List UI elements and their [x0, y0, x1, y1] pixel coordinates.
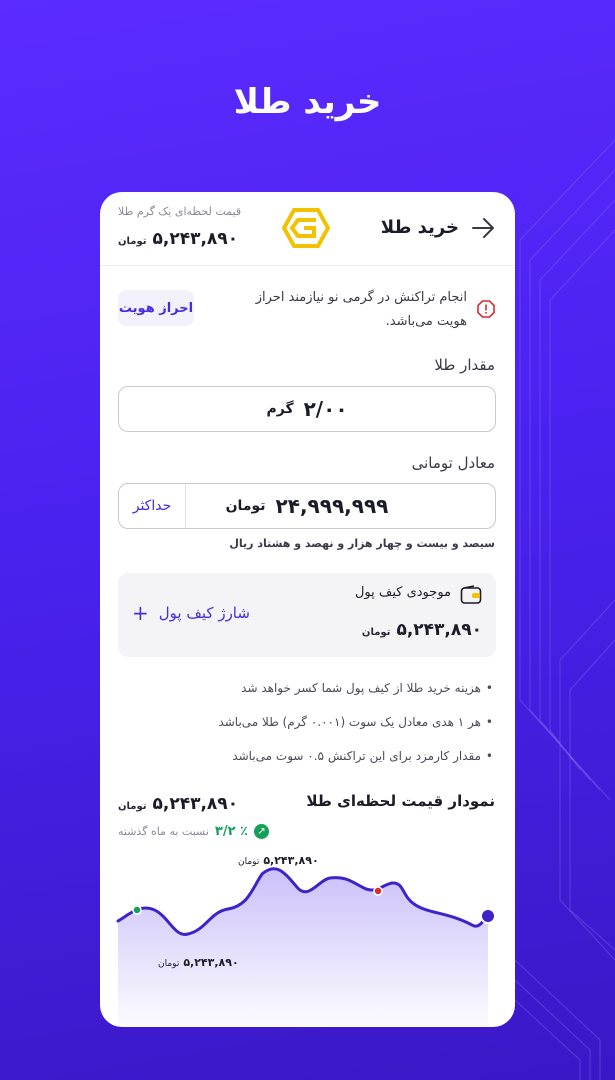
chart-point-start — [133, 906, 141, 914]
gold-amount-label: مقدار طلا — [434, 356, 495, 374]
topup-label: شارژ کیف پول — [158, 604, 250, 622]
trend-up-icon: ↗ — [254, 824, 269, 839]
wallet-panel — [118, 573, 496, 657]
tooltip-unit: تومان — [238, 857, 260, 867]
buy-gold-card — [100, 192, 515, 1027]
gold-amount-value: ۲/۰۰ — [303, 397, 348, 421]
notes-list — [113, 678, 493, 780]
price-unit: تومان — [118, 236, 147, 247]
chart-price — [118, 794, 238, 814]
tooltip-value: ۵,۲۴۳,۸۹۰ — [183, 956, 239, 969]
plus-icon: + — [132, 601, 149, 625]
list-item: • هر ۱ هدی معادل یک سوت (۰.۰۰۱ گرم) طلا می‌باشد — [113, 712, 493, 746]
toman-amount-value: ۲۴,۹۹۹,۹۹۹ — [275, 494, 389, 518]
chart-point-current — [481, 909, 495, 923]
chart-point-peak — [374, 887, 382, 895]
live-price — [118, 229, 238, 249]
price-change — [118, 824, 269, 839]
chart-min-tooltip — [158, 956, 239, 969]
back-arrow-icon[interactable] — [471, 217, 495, 239]
wallet-balance-label: موجودی کیف پول — [354, 585, 451, 600]
toman-amount-input[interactable] — [118, 483, 496, 529]
tooltip-value: ۵,۲۴۳,۸۹۰ — [263, 854, 319, 867]
wallet-icon — [460, 585, 482, 605]
gold-amount-input[interactable] — [118, 386, 496, 432]
kyc-button[interactable]: احراز هویت — [118, 290, 194, 326]
tooltip-unit: تومان — [158, 959, 180, 969]
toman-unit: تومان — [225, 498, 266, 514]
chart-max-tooltip — [238, 854, 319, 867]
chart-price-value: ۵,۲۴۳,۸۹۰ — [152, 794, 239, 814]
change-label: نسبت به ماه گذشته — [118, 825, 209, 838]
live-price-label: قیمت لحظه‌ای یک گرم طلا — [118, 205, 242, 218]
list-item: • مقدار کارمزد برای این تراکنش ۰.۵ سوت می‌باشد — [113, 746, 493, 780]
topup-wallet-button[interactable] — [132, 603, 250, 623]
wallet-balance — [362, 620, 482, 640]
gold-unit: گرم — [266, 401, 294, 417]
price-value: ۵,۲۴۳,۸۹۰ — [152, 229, 239, 249]
chart-title: نمودار قیمت لحظه‌ای طلا — [306, 792, 495, 810]
gold-logo-icon — [282, 206, 330, 250]
card-header — [100, 192, 515, 266]
list-item: • هزینه خرید طلا از کیف پول شما کسر خواهد شد — [113, 678, 493, 712]
page-title: خرید طلا — [380, 217, 459, 238]
change-percent: ٪ ۳/۲ — [214, 824, 248, 839]
wallet-balance-value: ۵,۲۴۳,۸۹۰ — [396, 620, 482, 640]
amount-in-words: سیصد و بیست و چهار هزار و نهصد و هشتاد ریال — [229, 537, 495, 550]
warning-icon — [477, 300, 495, 318]
kyc-notice: انجام تراکنش در گرمی نو نیازمند احراز هویت می‌باشد. — [255, 290, 467, 329]
wallet-unit: تومان — [361, 627, 391, 638]
hero-title: خرید طلا — [233, 82, 382, 122]
chart-price-unit: تومان — [118, 801, 147, 812]
max-button[interactable]: حداکثر — [119, 484, 186, 528]
price-chart — [100, 842, 515, 1027]
toman-equivalent-label: معادل تومانی — [411, 454, 495, 472]
